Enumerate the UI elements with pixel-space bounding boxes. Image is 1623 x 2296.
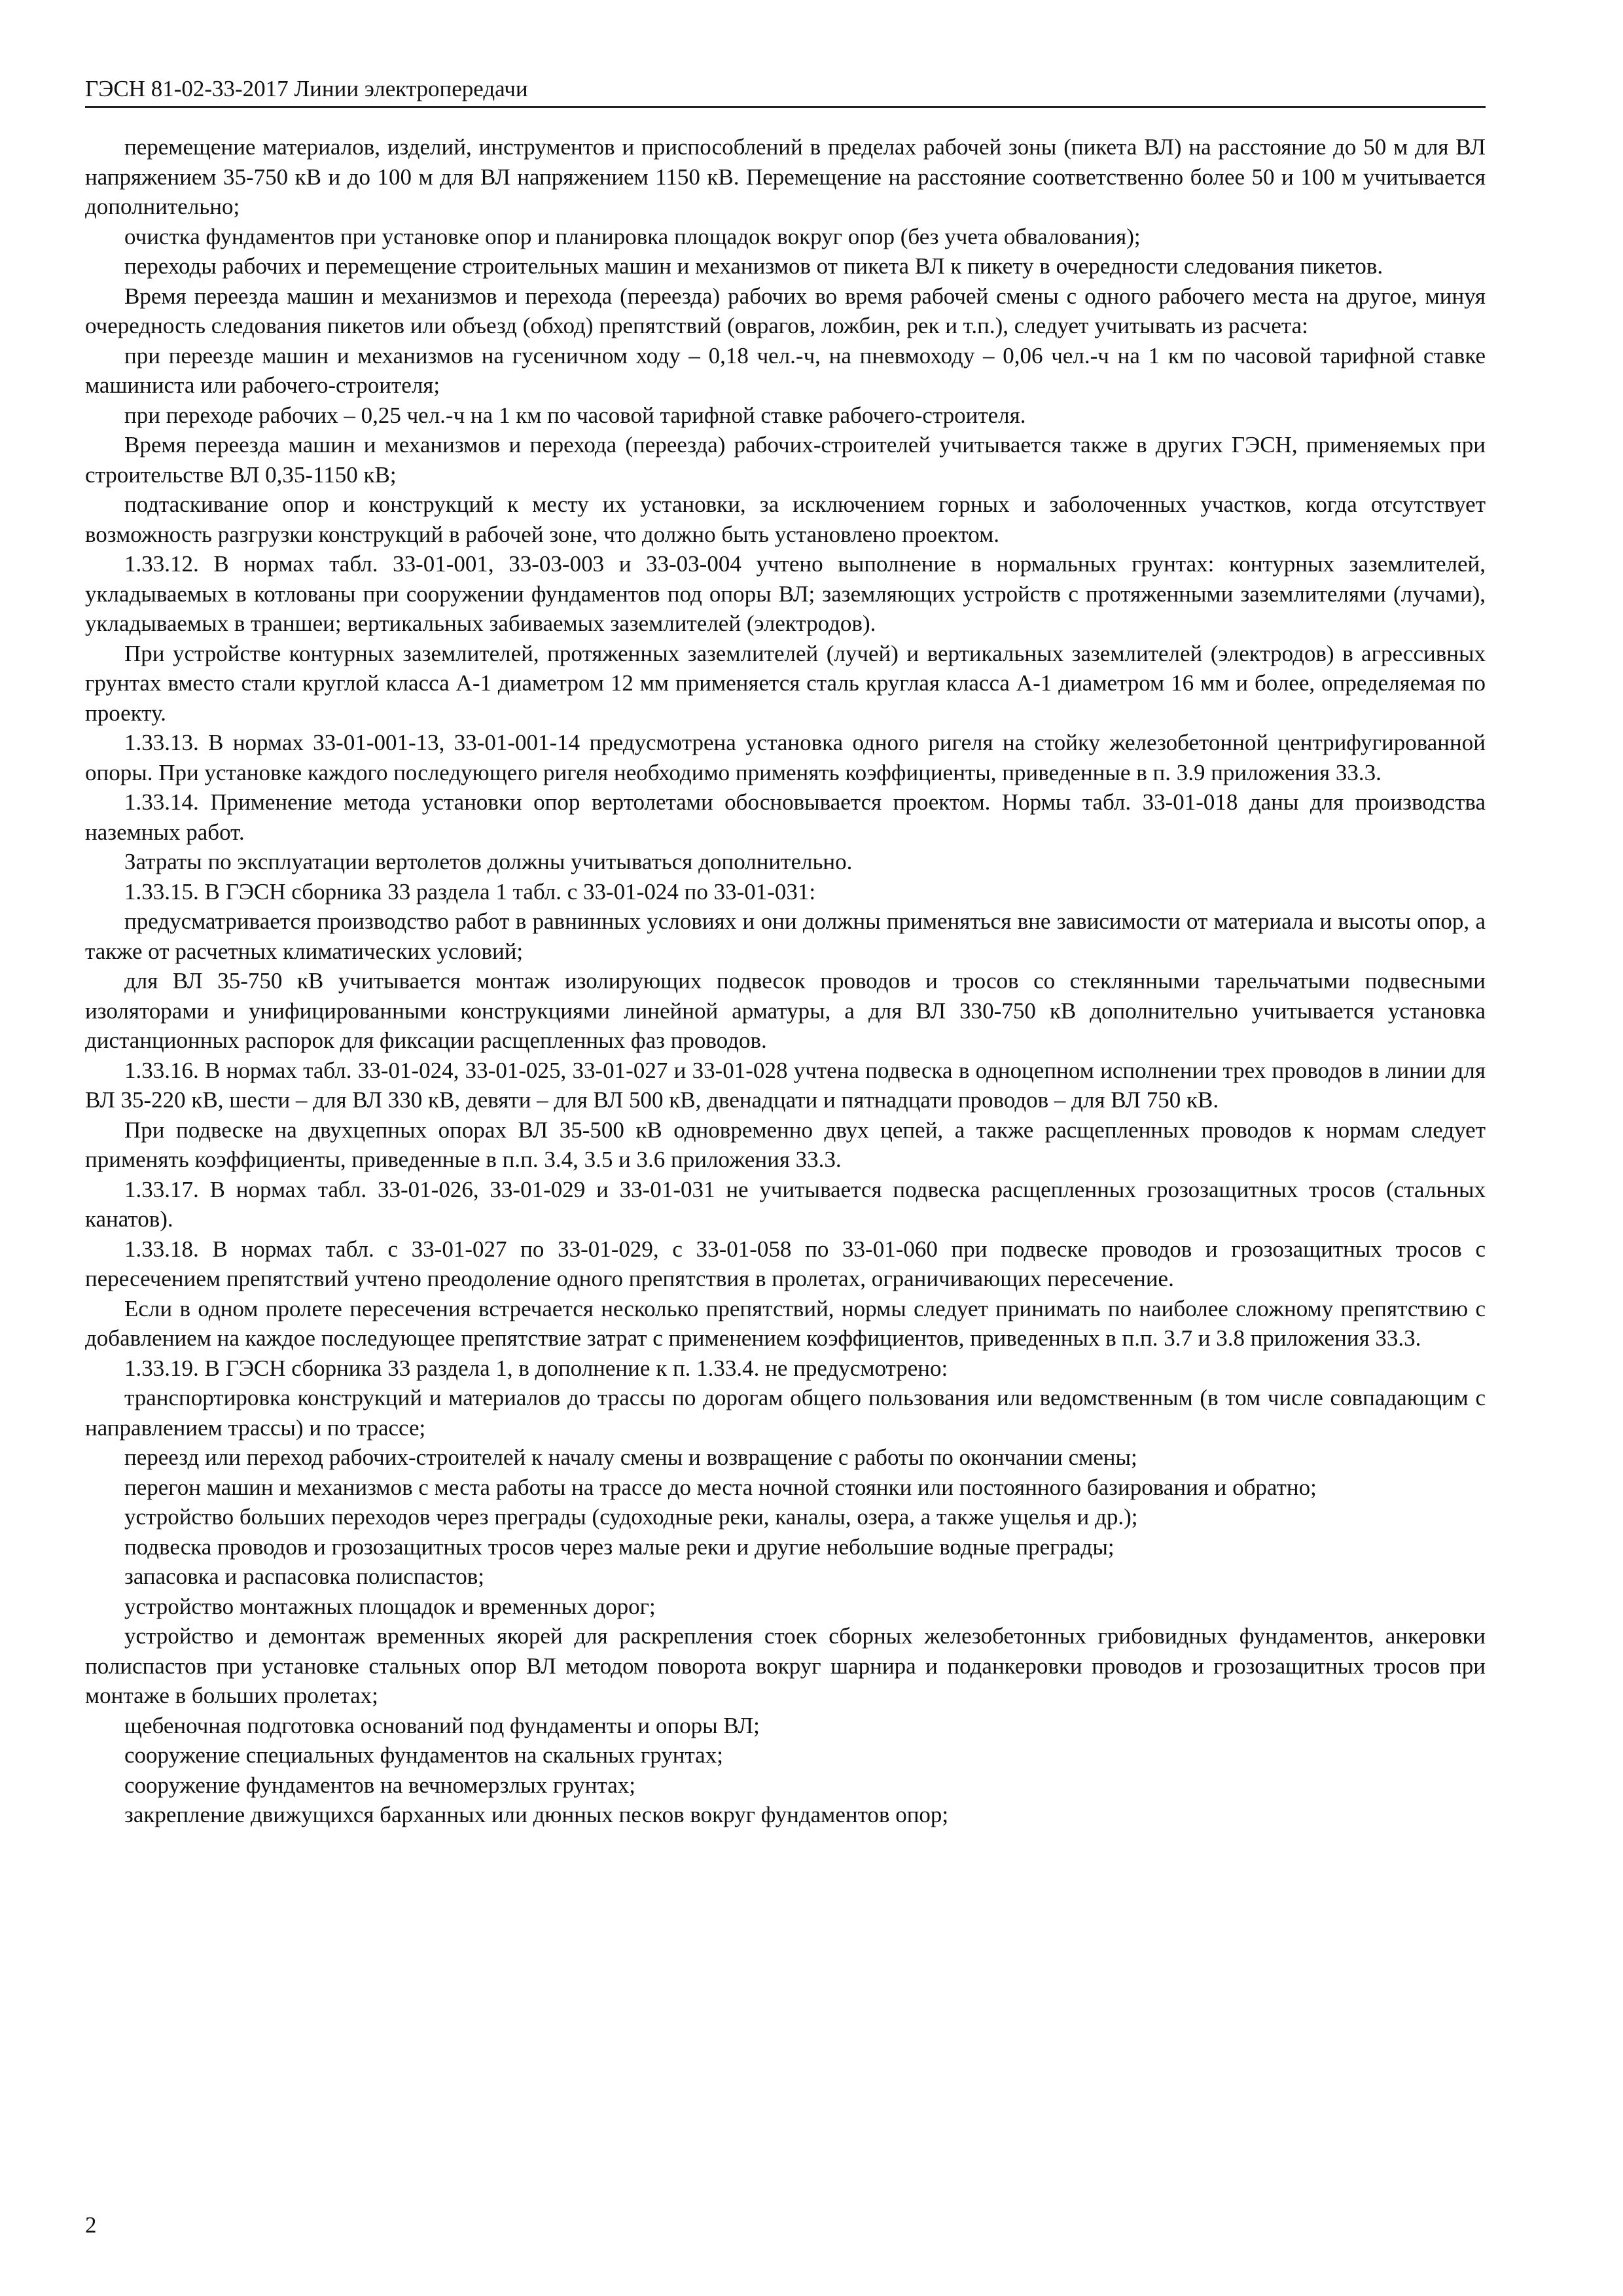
document-body — [85, 132, 1486, 1830]
paragraph: перемещение материалов, изделий, инструментов и приспособлений в пределах рабочей зоны (пикета ВЛ) на расстояние до 50 м для ВЛ напряжением 35-750 кВ и до 100 м для ВЛ напряжением 1150 кВ. Перемещение на расстояние соответственно более 50 и 100 м учитывается дополнительно; — [85, 134, 1486, 219]
paragraph: предусматривается производство работ в равнинных условиях и они должны применяться вне зависимости от материала и высоты опор, а также от расчетных климатических условий; — [85, 908, 1486, 964]
paragraph: сооружение специальных фундаментов на скальных грунтах; — [124, 1742, 723, 1768]
paragraph: запасовка и распасовка полиспастов; — [124, 1564, 485, 1589]
paragraph: перегон машин и механизмов с места работы на трассе до места ночной стоянки или постоянного базирования и обратно; — [124, 1474, 1317, 1500]
paragraph: Затраты по эксплуатации вертолетов должны учитываться дополнительно. — [124, 849, 853, 874]
paragraph: 1.33.18. В нормах табл. с 33-01-027 по 33-01-029, с 33-01-058 по 33-01-060 при подвеске проводов и грозозащитных тросов с пересечением препятствий учтено преодоление одного препятствия в пролетах, ограничивающих пересечение. — [85, 1236, 1486, 1291]
paragraph: транспортировка конструкций и материалов до трассы по дорогам общего пользования или ведомственным (в том числе совпадающим с направлением трассы) и по трассе; — [85, 1385, 1486, 1441]
paragraph: 1.33.13. В нормах 33-01-001-13, 33-01-001-14 предусмотрена установка одного ригеля на стойку железобетонной центрифугированной опоры. При установке каждого последующего ригеля необходимо применять коэффициенты, приведенные в п. 3.9 приложения 33.3. — [85, 730, 1486, 785]
paragraph: устройство монтажных площадок и временных дорог; — [124, 1593, 656, 1619]
paragraph: при переезде машин и механизмов на гусеничном ходу – 0,18 чел.-ч, на пневмоходу – 0,06 чел.-ч на 1 км по часовой тарифной ставке машиниста или рабочего-строителя; — [85, 342, 1486, 398]
paragraph: подвеска проводов и грозозащитных тросов через малые реки и другие небольшие водные преграды; — [124, 1534, 1115, 1560]
paragraph: При устройстве контурных заземлителей, протяженных заземлителей (лучей) и вертикальных заземлителей (электродов) в агрессивных грунтах вместо стали круглой класса А-1 диаметром 12 мм применяется сталь круглая класса А-1 диаметром 16 мм и более, определяемая по проекту. — [85, 640, 1486, 726]
paragraph: устройство и демонтаж временных якорей для раскрепления стоек сборных железобетонных грибовидных фундаментов, анкеровки полиспастов при установке стальных опор ВЛ методом поворота вокруг шарнира и поданкеровки проводов и грозозащитных тросов при монтаже в больших пролетах; — [85, 1623, 1486, 1708]
paragraph: 1.33.17. В нормах табл. 33-01-026, 33-01-029 и 33-01-031 не учитывается подвеска расщепленных грозозащитных тросов (стальных канатов). — [85, 1176, 1486, 1232]
paragraph: устройство больших переходов через преграды (судоходные реки, каналы, озера, а также ущелья и др.); — [124, 1504, 1138, 1530]
paragraph: переезд или переход рабочих-строителей к началу смены и возвращение с работы по окончании смены; — [124, 1444, 1137, 1470]
paragraph: для ВЛ 35-750 кВ учитывается монтаж изолирующих подвесок проводов и тросов со стеклянными тарельчатыми подвесными изоляторами и унифицированными конструкциями линейной арматуры, а для ВЛ 330-750 кВ дополнительно учитывается установка дистанционных распорок для фиксации расщепленных фаз проводов. — [85, 968, 1486, 1053]
paragraph: 1.33.14. Применение метода установки опор вертолетами обосновывается проектом. Нормы табл. 33-01-018 даны для производства наземных работ. — [85, 789, 1486, 845]
paragraph: очистка фундаментов при установке опор и планировка площадок вокруг опор (без учета обвалования); — [124, 223, 1141, 249]
paragraph: 1.33.15. В ГЭСН сборника 33 раздела 1 табл. с 33-01-024 по 33-01-031: — [124, 878, 816, 905]
paragraph: Если в одном пролете пересечения встречается несколько препятствий, нормы следует принимать по наиболее сложному препятствию с добавлением на каждое последующее препятствие затрат с применением коэффициентов, приведенных в п.п. 3.7 и 3.8 приложения 33.3. — [85, 1295, 1486, 1351]
paragraph: подтаскивание опор и конструкций к месту их установки, за исключением горных и заболоченных участков, когда отсутствует возможность разгрузки конструкций в рабочей зоне, что должно быть установлено проектом. — [85, 492, 1486, 547]
paragraph: 1.33.19. В ГЭСН сборника 33 раздела 1, в дополнение к п. 1.33.4. не предусмотрено: — [124, 1355, 948, 1381]
paragraph: переходы рабочих и перемещение строительных машин и механизмов от пикета ВЛ к пикету в очередности следования пикетов. — [124, 253, 1383, 279]
paragraph: сооружение фундаментов на вечномерзлых грунтах; — [124, 1772, 635, 1798]
paragraph: при переходе рабочих – 0,25 чел.-ч на 1 км по часовой тарифной ставке рабочего-строителя. — [124, 402, 1026, 428]
page-header — [85, 75, 1486, 108]
paragraph: щебеночная подготовка оснований под фундаменты и опоры ВЛ; — [124, 1712, 760, 1738]
document-title: ГЭСН 81-02-33-2017 Линии электропередачи — [85, 76, 528, 101]
paragraph: Время переезда машин и механизмов и перехода (переезда) рабочих во время рабочей смены с одного рабочего места на другое, минуя очередность следования пикетов или объезд (обход) препятствий (оврагов, ложбин, рек и т.п.), следует учитывать из расчета: — [85, 283, 1486, 338]
paragraph: 1.33.12. В нормах табл. 33-01-001, 33-03-003 и 33-03-004 учтено выполнение в нормальных грунтах: контурных заземлителей, укладываемых в котлованы при сооружении фундаментов под опоры ВЛ; заземляющих устройств с протяженными заземлителями (лучами), укладываемых в траншеи; вертикальных забиваемых заземлителей (электродов). — [85, 551, 1486, 636]
paragraph: Время переезда машин и механизмов и перехода (переезда) рабочих-строителей учитывается также в других ГЭСН, применяемых при строительстве ВЛ 0,35-1150 кВ; — [85, 432, 1486, 488]
paragraph: При подвеске на двухцепных опорах ВЛ 35-500 кВ одновременно двух цепей, а также расщепленных проводов к нормам следует применять коэффициенты, приведенные в п.п. 3.4, 3.5 и 3.6 приложения 33.3. — [85, 1117, 1486, 1172]
paragraph: закрепление движущихся барханных или дюнных песков вокруг фундаментов опор; — [124, 1802, 949, 1827]
paragraph: 1.33.16. В нормах табл. 33-01-024, 33-01-025, 33-01-027 и 33-01-028 учтена подвеска в одноцепном исполнении трех проводов в линии для ВЛ 35-220 кВ, шести – для ВЛ 330 кВ, девяти – для ВЛ 500 кВ, двенадцати и пятнадцати проводов – для ВЛ 750 кВ. — [85, 1057, 1486, 1113]
page-number: 2 — [85, 2212, 97, 2238]
